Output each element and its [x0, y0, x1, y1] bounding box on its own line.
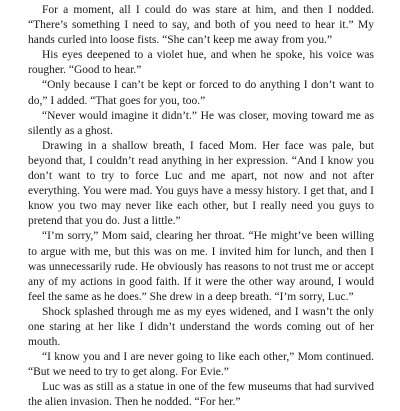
paragraph-7: Shock splashed through me as my eyes widened, and I wasn’t the only one staring at her like I didn’t understand the words coming out of her mouth.: [28, 305, 374, 349]
paragraph-4: “Never would imagine it didn’t.” He was closer, moving toward me as silently as a ghost.: [28, 109, 374, 137]
paragraph-9: Luc was as still as a statue in one of the few museums that had survived the alien invasion. Then he nodded. “For her.”: [28, 381, 374, 409]
book-page: [28, 3, 374, 411]
paragraph-1: For a moment, all I could do was stare at him, and then I nodded. “There’s something I need to say, and both of you need to hear it.” My hands curled into loose fists. “She can’t keep me away from you.”: [28, 4, 374, 47]
paragraph-5: Drawing in a shallow breath, I faced Mom. Her face was pale, but beyond that, I couldn’t read anything in her expression. “And I know you don’t want to try to force Luc and me apart, not now and not after everything. You were mad. You guys have a messy history. I get that, and I know you two may never like each other, but I really need you guys to pretend that you do. Just a little.”: [28, 139, 374, 228]
paragraph-8: “I know you and I are never going to like each other,” Mom continued. “But we need to try to get along. For Evie.”: [28, 351, 374, 379]
paragraph-3: “Only because I can’t be kept or forced to do anything I don’t want to do,” I added. “That goes for you, too.”: [28, 79, 374, 107]
paragraph-2: His eyes deepened to a violet hue, and when he spoke, his voice was rougher. “Good to hear.”: [28, 49, 374, 77]
paragraph-6: “I’m sorry,” Mom said, clearing her throat. “He might’ve been willing to argue with me, but this was on me. I invited him for lunch, and then I was unnecessarily rude. He obviously has reasons to not trust me or accept any of my actions in good faith. If it were the other way around, I would feel the same as he does.” She drew in a deep breath. “I’m sorry, Luc.”: [28, 230, 374, 303]
